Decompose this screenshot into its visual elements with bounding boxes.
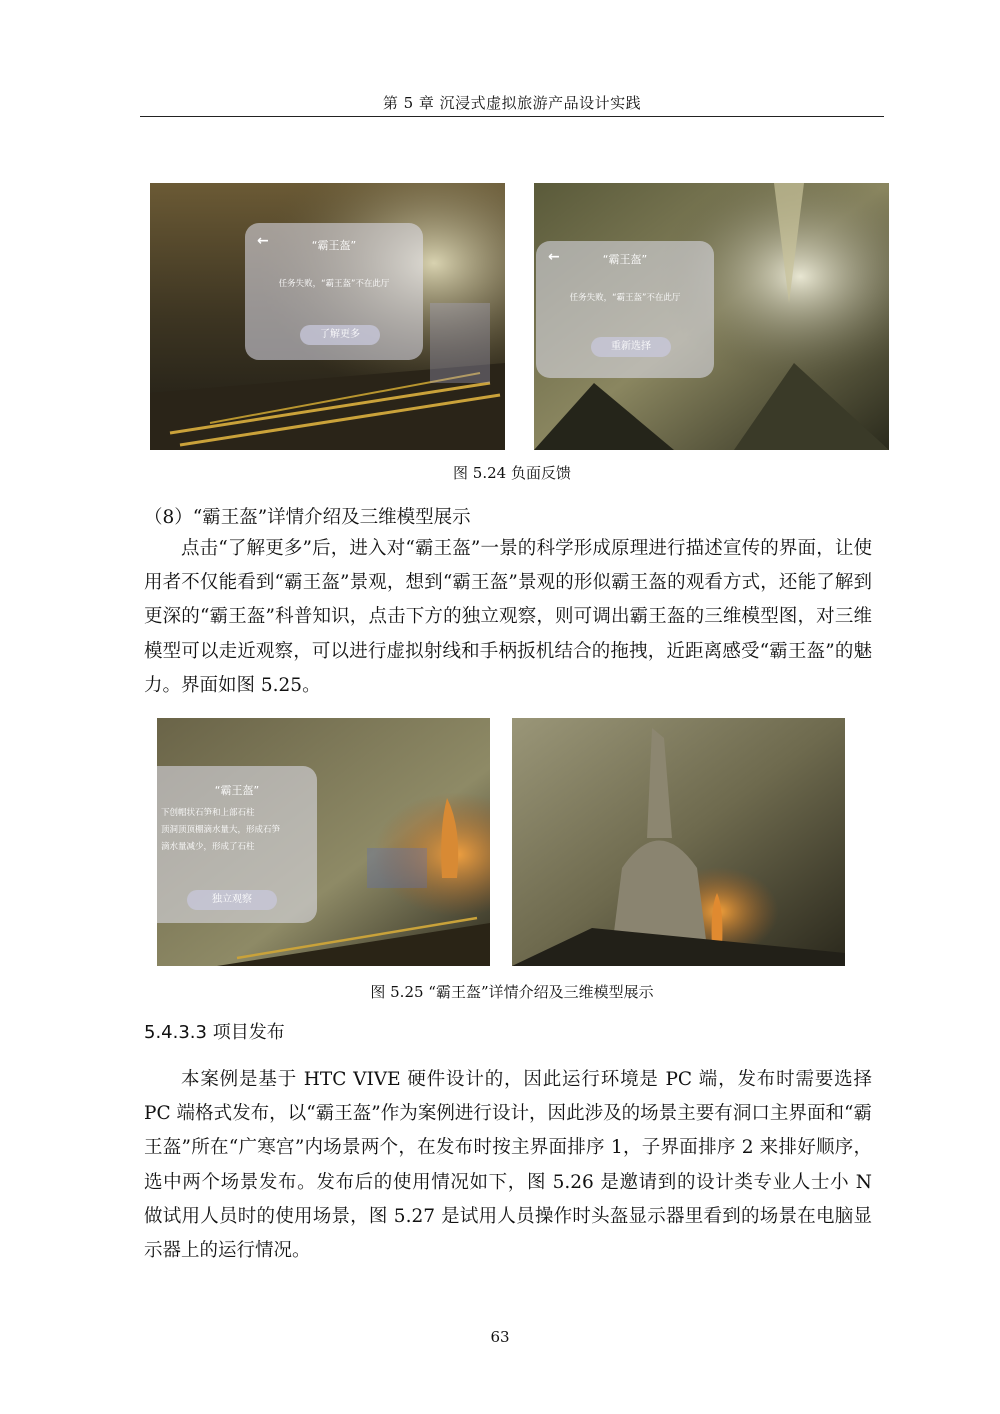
page-number: 63 [490, 1328, 510, 1346]
learn-more-button[interactable]: 了解更多 [300, 325, 380, 345]
section-8-heading: （8）“霸王盔”详情介绍及三维模型展示 [144, 507, 471, 528]
reselect-button[interactable]: 重新选择 [591, 337, 671, 357]
panel-title: “霸王盔” [602, 253, 648, 266]
section-5-4-3-3-heading: 5.4.3.3 项目发布 [144, 1022, 285, 1043]
panel-title: “霸王盔” [214, 784, 260, 797]
panel-text-line-2: 顶洞顶顶棚滴水量大，形成石笋 [161, 825, 281, 835]
panel-message: 任务失败，“霸王盔”不在此厅 [569, 293, 681, 303]
figure-5-24-left-photo [150, 183, 505, 450]
back-arrow-icon[interactable]: ← [257, 233, 269, 249]
panel-message: 任务失败，“霸王盔”不在此厅 [278, 279, 390, 289]
figure-5-25-caption: 图 5.25 “霸王盔”详情介绍及三维模型展示 [370, 983, 654, 1001]
figure-5-25-left-photo [157, 718, 490, 966]
figure-5-24-right-photo [534, 183, 889, 450]
panel-title: “霸王盔” [311, 239, 357, 252]
back-arrow-icon[interactable]: ← [548, 249, 560, 265]
vr-feedback-panel [245, 223, 423, 360]
cave-photo-3d-model [512, 718, 845, 966]
vr-feedback-panel [536, 241, 714, 378]
panel-text-line-3: 滴水量减少，形成了石柱 [161, 842, 255, 852]
section-5-4-3-3-paragraph [144, 1063, 872, 1268]
body-paragraph: 本案例是基于 HTC VIVE 硬件设计的，因此运行环境是 PC 端，发布时需要选择 PC 端格式发布，以“霸王盔”作为案例进行设计，因此涉及的场景主要有洞口主界面和“霸王盔”所在“广寒宫”内场景两个，在发布时按主界面排序 1，子界面排序 2 来排好顺序，选中两个场景发布。发布后的使用情况如下，图 5.26 是邀请到的设计类专业人士小 N 做试用人员时的使用场景，图 5.27 是试用人员操作时头盔显示器里看到的场景在电脑显示器上的运行情况。 [144, 1069, 872, 1262]
section-8-paragraph [144, 532, 872, 703]
header-rule [140, 116, 884, 117]
independent-view-button[interactable]: 独立观察 [187, 890, 277, 910]
body-paragraph: 点击“了解更多”后，进入对“霸王盔”一景的科学形成原理进行描述宣传的界面，让使用者不仅能看到“霸王盔”景观，想到“霸王盔”景观的形似霸王盔的观看方式，还能了解到更深的“霸王盔”科普知识，点击下方的独立观察，则可调出霸王盔的三维模型图，对三维模型可以走近观察，可以进行虚拟射线和手柄扳机结合的拖拽，近距离感受“霸王盔”的魅力。界面如图 5.25。 [144, 538, 872, 696]
vr-detail-panel [157, 766, 317, 923]
panel-text-line-1: 下创帽状石笋和上部石柱 [161, 808, 255, 818]
figure-5-24-caption: 图 5.24 负面反馈 [453, 464, 571, 482]
figure-5-25-right-photo [512, 718, 845, 966]
running-header: 第 5 章 沉浸式虚拟旅游产品设计实践 [382, 94, 642, 112]
